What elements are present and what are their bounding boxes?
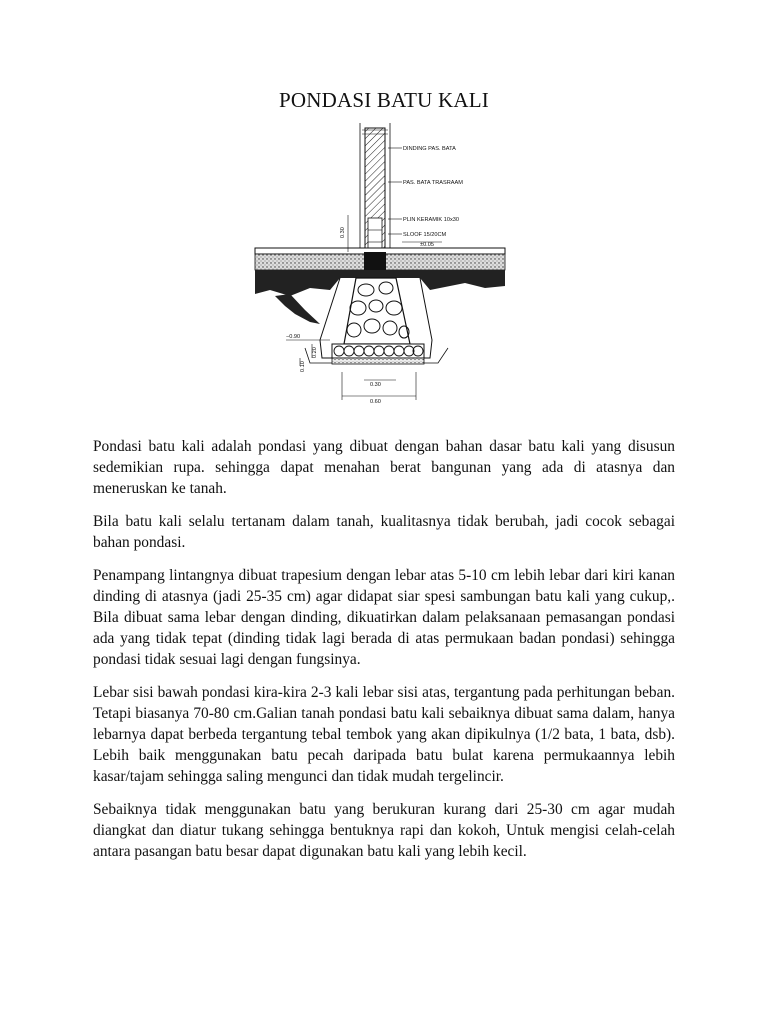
- label-trasraam: PAS. BATA TRASRAAM: [403, 180, 463, 186]
- label-dim-020: 0.20: [312, 347, 318, 358]
- label-plin: PLIN KERAMIK 10x30: [403, 217, 459, 223]
- label-level-bottom: −0.90: [286, 334, 301, 340]
- label-dim-030-vertical: 0.30: [340, 227, 346, 238]
- brick-wall: [360, 123, 390, 252]
- label-dim-010: 0.10: [300, 361, 306, 372]
- paragraph-1: Pondasi batu kali adalah pondasi yang dibuat dengan bahan dasar batu kali yang disusun sedemikian rupa. sehingga dapat menahan berat bangunan yang ada di atasnya dan meneruskan ke tanah.: [93, 438, 675, 497]
- label-dim-060: 0.60: [370, 399, 381, 405]
- label-dinding: DINDING PAS. BATA: [403, 146, 456, 152]
- label-level-top: ±0.05: [420, 242, 434, 248]
- stone-masonry: [344, 278, 410, 344]
- paragraph-3: Penampang lintangnya dibuat trapesium dengan lebar atas 5-10 cm lebih lebar dari kiri kanan dinding di atasnya (jadi 25-35 cm) agar didapat siar spesi sambungan batu kali yang cukup,. Bila dibuat sama lebar dengan dinding, dikuatirkan dalam pelaksanaan pemasangan pondasi ada yang tidak tepat (dinding tidak lagi berada di atas permukaan badan pondasi) sehingga pondasi tidak sesuai lagi dengan fungsinya.: [93, 567, 675, 668]
- page-title: PONDASI BATU KALI: [279, 88, 489, 112]
- stone-base-layer: [332, 344, 424, 364]
- paragraph-4: Lebar sisi bawah pondasi kira-kira 2-3 kali lebar sisi atas, tergantung pada perhitungan beban. Tetapi biasanya 70-80 cm.Galian tanah pondasi batu kali sebaiknya dibuat sama dalam, hanya lebarnya dapat berbeda tergantung tebal tembok yang akan dipikulnya (1/2 bata, 1 bata, dsb). Lebih baik menggunakan batu pecah daripada batu bulat karena permukaannya lebih kasar/tajam sehingga saling mengunci dan tidak mudah tergelincir.: [93, 684, 675, 785]
- label-dim-030-width: 0.30: [370, 382, 381, 388]
- paragraph-5: Sebaiknya tidak menggunakan batu yang berukuran kurang dari 25-30 cm agar mudah diangkat dan diatur tukang sehingga bentuknya rapi dan kokoh, Untuk mengisi celah-celah antara pasangan batu besar dapat digunakan batu kali yang lebih kecil.: [93, 801, 675, 860]
- foundation-cross-section-drawing: [230, 118, 530, 408]
- article-body: [93, 436, 675, 874]
- paragraph-2: Bila batu kali selalu tertanam dalam tanah, kualitasnya tidak berubah, jadi cocok sebagai bahan pondasi.: [93, 513, 675, 551]
- foundation-drawing-svg: [230, 118, 530, 408]
- label-sloof: SLOOF 15/20CM: [403, 232, 447, 238]
